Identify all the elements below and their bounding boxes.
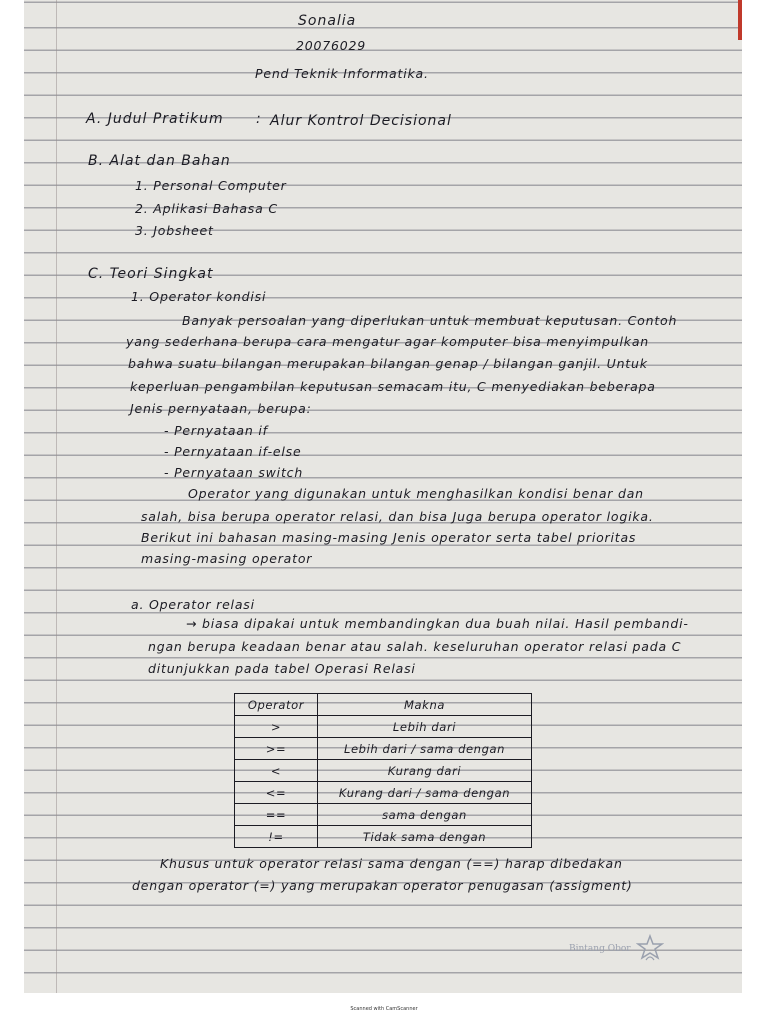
- scanner-footer-note: Scanned with CamScanner: [350, 1006, 418, 1012]
- table-row: [235, 782, 532, 804]
- paragraph-line: → biasa dipakai untuk membandingkan dua buah nilai. Hasil pembandi-: [186, 616, 689, 631]
- table-row: [235, 804, 532, 826]
- paragraph-line: Berikut ini bahasan masing-masing Jenis operator serta tabel prioritas: [141, 530, 637, 545]
- paragraph-line: keperluan pengambilan keputusan semacam itu, C menyediakan beberapa: [130, 379, 656, 394]
- paragraph-line: yang sederhana berupa cara mengatur agar komputer bisa menyimpulkan: [126, 334, 650, 349]
- operator-cell: >: [235, 716, 318, 738]
- section-c-heading: C. Teori Singkat: [88, 266, 214, 282]
- column-header-operator: Operator: [235, 694, 318, 716]
- section-a-separator: :: [256, 111, 262, 127]
- subsection-operator-relasi: a. Operator relasi: [131, 597, 255, 612]
- student-name: Sonalia: [298, 13, 357, 29]
- student-id: 20076029: [296, 38, 367, 53]
- torch-logo-icon: [636, 934, 664, 962]
- paragraph-line: salah, bisa berupa operator relasi, dan bisa Juga berupa operator logika.: [141, 509, 654, 524]
- meaning-cell: sama dengan: [318, 804, 532, 826]
- operator-cell: >=: [235, 738, 318, 760]
- bullet-item: - Pernyataan if: [164, 423, 268, 438]
- study-program: Pend Teknik Informatika.: [255, 66, 429, 81]
- notebook-brand-watermark: Bintang Obor: [569, 944, 631, 954]
- paragraph-line: ngan berupa keadaan benar atau salah. keseluruhan operator relasi pada C: [148, 639, 682, 654]
- tool-item: 1. Personal Computer: [135, 178, 287, 193]
- paragraph-line: Operator yang digunakan untuk menghasilkan kondisi benar dan: [188, 486, 644, 501]
- paragraph-line: Khusus untuk operator relasi sama dengan (==) harap dibedakan: [160, 856, 623, 871]
- paragraph-line: Banyak persoalan yang diperlukan untuk membuat keputusan. Contoh: [182, 313, 678, 328]
- section-b-heading: B. Alat dan Bahan: [88, 153, 231, 169]
- section-a-title: Alur Kontrol Decisional: [270, 113, 452, 129]
- column-header-makna: Makna: [318, 694, 532, 716]
- relational-operator-table: [234, 693, 532, 848]
- notebook-page: [24, 0, 742, 993]
- section-a-label: A. Judul Pratikum: [86, 111, 224, 127]
- table-row: [235, 738, 532, 760]
- paragraph-line: masing-masing operator: [141, 551, 313, 566]
- paragraph-line: ditunjukkan pada tabel Operasi Relasi: [148, 661, 416, 676]
- meaning-cell: Kurang dari: [318, 760, 532, 782]
- bullet-item: - Pernyataan switch: [164, 465, 304, 480]
- operator-cell: <=: [235, 782, 318, 804]
- operator-cell: !=: [235, 826, 318, 848]
- bullet-item: - Pernyataan if-else: [164, 444, 302, 459]
- paragraph-line: dengan operator (=) yang merupakan operator penugasan (assigment): [132, 878, 633, 893]
- meaning-cell: Lebih dari: [318, 716, 532, 738]
- tool-item: 2. Aplikasi Bahasa C: [135, 201, 278, 216]
- page-edge-accent: [738, 0, 742, 40]
- paragraph-line: Jenis pernyataan, berupa:: [130, 401, 312, 416]
- table-row: [235, 760, 532, 782]
- tool-item: 3. Jobsheet: [135, 223, 214, 238]
- subsection-operator-kondisi: 1. Operator kondisi: [131, 289, 267, 304]
- table-header-row: [235, 694, 532, 716]
- table-row: [235, 716, 532, 738]
- paragraph-line: bahwa suatu bilangan merupakan bilangan genap / bilangan ganjil. Untuk: [128, 356, 648, 371]
- operator-cell: ==: [235, 804, 318, 826]
- table-row: [235, 826, 532, 848]
- meaning-cell: Kurang dari / sama dengan: [318, 782, 532, 804]
- page-margin-line: [56, 0, 57, 993]
- operator-cell: <: [235, 760, 318, 782]
- meaning-cell: Tidak sama dengan: [318, 826, 532, 848]
- meaning-cell: Lebih dari / sama dengan: [318, 738, 532, 760]
